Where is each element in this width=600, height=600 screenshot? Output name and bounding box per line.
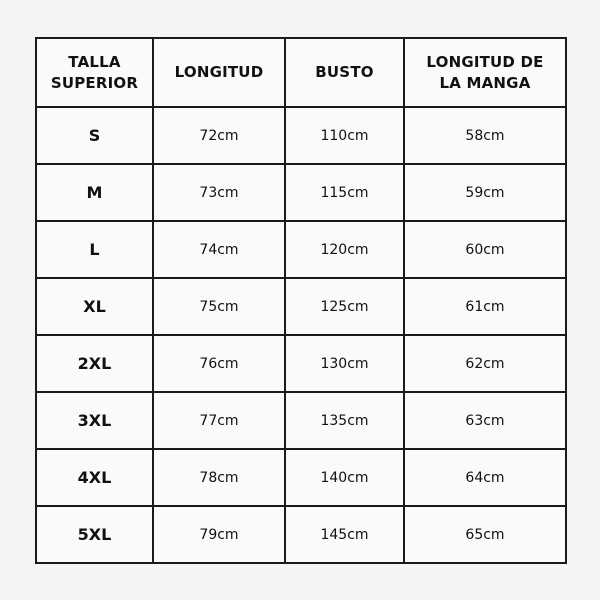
- length-cell: 76cm: [153, 335, 285, 392]
- size-cell: 2XL: [36, 335, 153, 392]
- header-size-line1: TALLA: [68, 52, 121, 71]
- header-row: [36, 38, 566, 107]
- size-chart: [35, 37, 565, 563]
- sleeve-cell: 59cm: [404, 164, 566, 221]
- bust-cell: 140cm: [285, 449, 404, 506]
- size-cell: XL: [36, 278, 153, 335]
- sleeve-cell: 61cm: [404, 278, 566, 335]
- table-row: [36, 164, 566, 221]
- table-row: [36, 392, 566, 449]
- header-sleeve: [404, 38, 566, 107]
- sleeve-cell: 62cm: [404, 335, 566, 392]
- length-cell: 72cm: [153, 107, 285, 164]
- size-cell: S: [36, 107, 153, 164]
- bust-cell: 125cm: [285, 278, 404, 335]
- size-cell: 3XL: [36, 392, 153, 449]
- header-sleeve-line1: LONGITUD DE: [426, 52, 544, 71]
- sleeve-cell: 58cm: [404, 107, 566, 164]
- bust-cell: 135cm: [285, 392, 404, 449]
- header-size-line2: SUPERIOR: [50, 73, 139, 92]
- bust-cell: 120cm: [285, 221, 404, 278]
- size-cell: 5XL: [36, 506, 153, 563]
- bust-cell: 130cm: [285, 335, 404, 392]
- header-bust: BUSTO: [285, 38, 404, 107]
- size-cell: L: [36, 221, 153, 278]
- size-table: [35, 37, 567, 564]
- table-row: [36, 335, 566, 392]
- table-row: [36, 449, 566, 506]
- length-cell: 78cm: [153, 449, 285, 506]
- table-row: [36, 107, 566, 164]
- bust-cell: 115cm: [285, 164, 404, 221]
- sleeve-cell: 64cm: [404, 449, 566, 506]
- bust-cell: 145cm: [285, 506, 404, 563]
- bust-cell: 110cm: [285, 107, 404, 164]
- table-row: [36, 506, 566, 563]
- header-size: [36, 38, 153, 107]
- length-cell: 75cm: [153, 278, 285, 335]
- sleeve-cell: 60cm: [404, 221, 566, 278]
- header-sleeve-line2: LA MANGA: [439, 73, 531, 92]
- table-row: [36, 221, 566, 278]
- length-cell: 77cm: [153, 392, 285, 449]
- size-cell: M: [36, 164, 153, 221]
- size-cell: 4XL: [36, 449, 153, 506]
- length-cell: 79cm: [153, 506, 285, 563]
- sleeve-cell: 63cm: [404, 392, 566, 449]
- sleeve-cell: 65cm: [404, 506, 566, 563]
- header-length: LONGITUD: [153, 38, 285, 107]
- length-cell: 73cm: [153, 164, 285, 221]
- table-row: [36, 278, 566, 335]
- length-cell: 74cm: [153, 221, 285, 278]
